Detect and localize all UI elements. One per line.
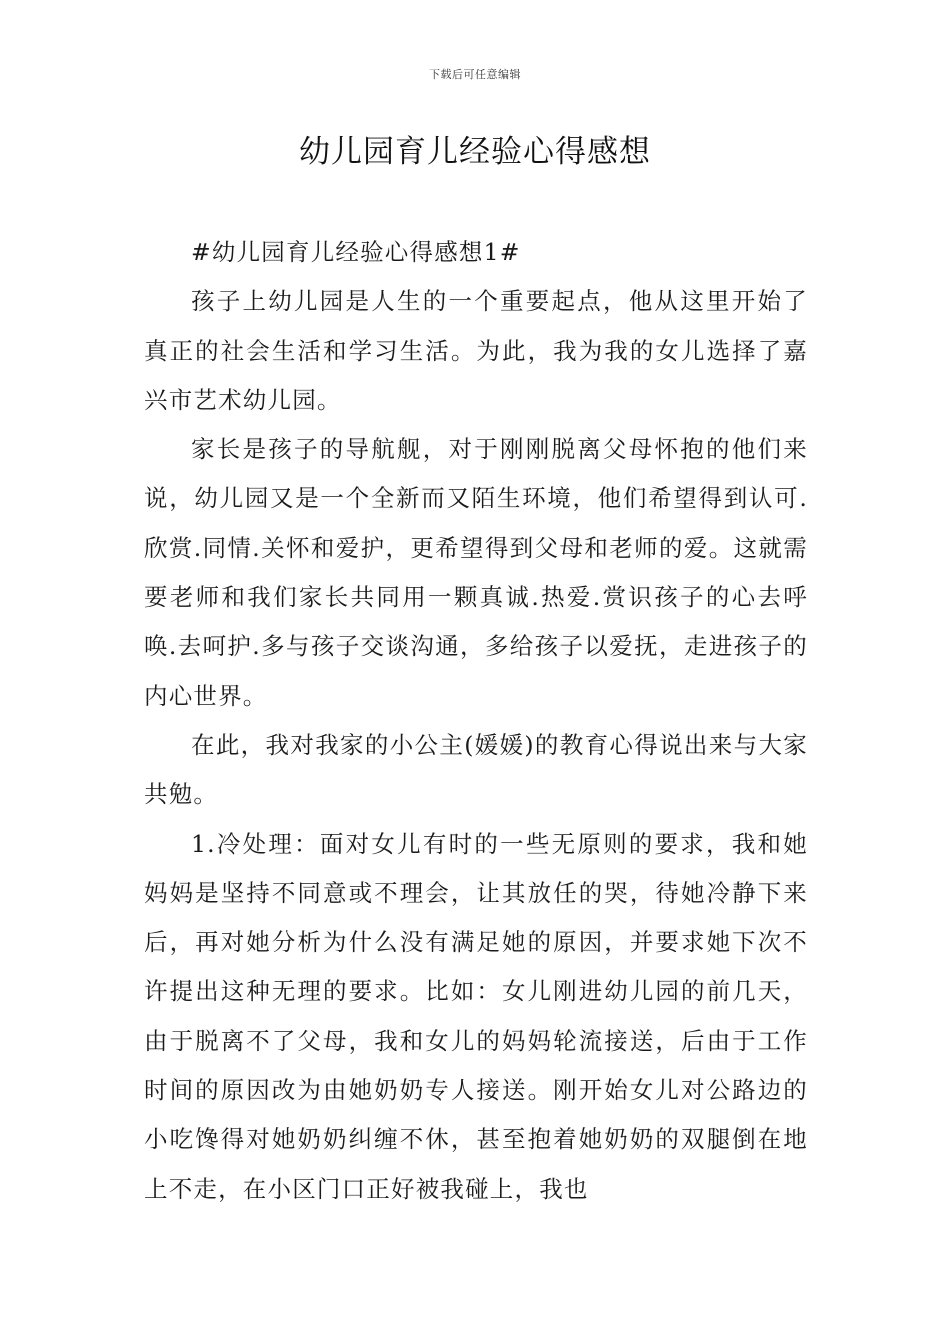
document-body: [144, 228, 808, 1214]
paragraph: 1.冷处理：面对女儿有时的一些无原则的要求，我和她妈妈是坚持不同意或不理会，让其放任的哭，待她冷静下来后，再对她分析为什么没有满足她的原因，并要求她下次不许提出这种无理的要求。比如：女儿刚进幼儿园的前几天，由于脱离不了父母，我和女儿的妈妈轮流接送，后由于工作时间的原因改为由她奶奶专人接送。刚开始女儿对公路边的小吃馋得对她奶奶纠缠不休，甚至抱着她奶奶的双腿倒在地上不走，在小区门口正好被我碰上，我也: [144, 829, 808, 1203]
paragraph: 在此，我对我家的小公主(媛媛)的教育心得说出来与大家共勉。: [144, 730, 808, 809]
document-title: 幼儿园育儿经验心得感想: [299, 134, 651, 170]
paragraph: 家长是孩子的导航舰，对于刚刚脱离父母怀抱的他们来说，幼儿园又是一个全新而又陌生环境，他们希望得到认可.欣赏.同情.关怀和爱护，更希望得到父母和老师的爱。这就需要老师和我们家长共同用一颗真诚.热爱.赏识孩子的心去呼唤.去呵护.多与孩子交谈沟通，多给孩子以爱抚，走进孩子的内心世界。: [144, 435, 808, 710]
section-heading: #幼儿园育儿经验心得感想1#: [191, 238, 521, 266]
paragraph: 孩子上幼儿园是人生的一个重要起点，他从这里开始了真正的社会生活和学习生活。为此，我为我的女儿选择了嘉兴市艺术幼儿园。: [144, 287, 808, 414]
header-note: 下载后可任意编辑: [429, 68, 521, 81]
